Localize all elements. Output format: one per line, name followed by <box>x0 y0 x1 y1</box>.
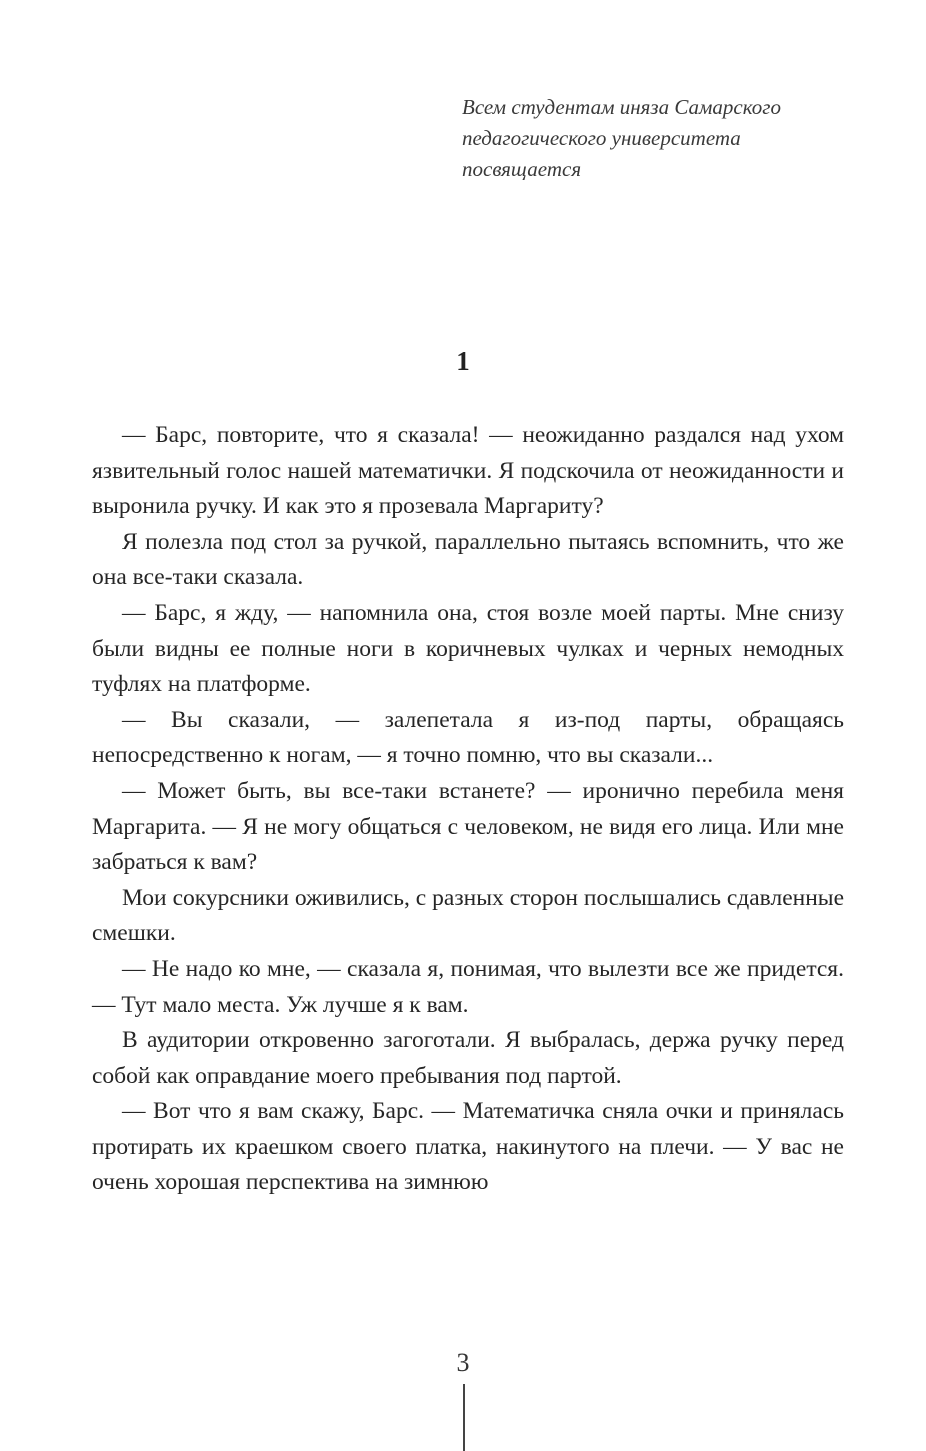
paragraph: — Вот что я вам скажу, Барс. — Математичка сняла очки и принялась протирать их краешком своего платка, накинутого на плечи. — У вас не очень хорошая перспектива на зимнюю <box>92 1098 844 1196</box>
paragraph: В аудитории откровенно загоготали. Я выбралась, держа ручку перед собой как оправдание моего пребывания под партой. <box>92 1027 844 1089</box>
paragraph: — Может быть, вы все-таки встанете? — иронично перебила меня Маргарита. — Я не могу общаться с человеком, не видя его лица. Или мне забраться к вам? <box>92 777 844 876</box>
paragraph: — Вы сказали, — залепетала я из-под парты, обращаясь непосредственно к ногам, — я точно помню, что вы сказали... <box>92 706 844 769</box>
paragraph: — Не надо ко мне, — сказала я, понимая, что вылезти все же придется. — Тут мало места. Уж лучше я к вам. <box>92 955 844 1018</box>
paragraph: Я полезла под стол за ручкой, параллельно пытаясь вспомнить, что же она все-таки сказала. <box>92 528 844 591</box>
epigraph-dedication: Всем студентам иняза Самарского педагогического университета посвящается <box>462 95 781 181</box>
chapter-number: 1 <box>456 346 470 376</box>
paragraph: — Барс, я жду, — напомнила она, стоя возле моей парты. Мне снизу были видны ее полные ноги в коричневых чулках и черных немодных туфлях на платформе. <box>92 599 844 698</box>
chapter-body <box>92 418 844 1201</box>
folio-rule-divider <box>463 1384 465 1451</box>
paragraph: Мои сокурсники оживились, с разных сторон послышались сдавленные смешки. <box>92 884 844 947</box>
paragraph: — Барс, повторите, что я сказала! — неожиданно раздался над ухом язвительный голос нашей математички. Я подскочила от неожиданности и выронила ручку. И как это я прозевала Маргариту? <box>92 422 844 520</box>
page-number: 3 <box>456 1348 470 1377</box>
